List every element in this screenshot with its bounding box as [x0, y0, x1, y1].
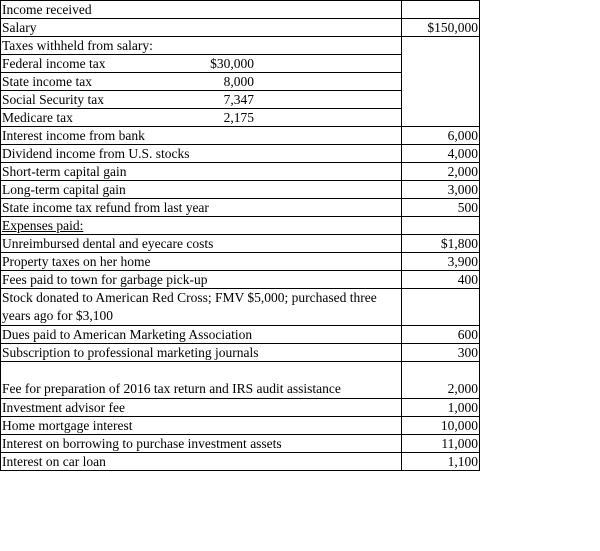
income-item-amount: 4,000	[402, 145, 480, 163]
table-row	[1, 399, 480, 417]
withholding-item-label: Social Security tax	[2, 92, 104, 107]
salary-amount: $150,000	[402, 19, 480, 37]
withholding-item	[1, 73, 402, 91]
amount-cell	[402, 217, 480, 235]
amount-cell	[402, 37, 480, 127]
expense-item-amount: 400	[402, 271, 480, 289]
table-row	[1, 326, 480, 344]
expense-item-label: Investment advisor fee	[1, 399, 402, 417]
withholding-heading: Taxes withheld from salary:	[1, 37, 402, 55]
expense-item-label: Interest on car loan	[1, 453, 402, 471]
income-item-label: Dividend income from U.S. stocks	[1, 145, 402, 163]
income-item-amount: 6,000	[402, 127, 480, 145]
income-item-amount: 2,000	[402, 163, 480, 181]
expense-item-label: Stock donated to American Red Cross; FMV $5,000; purchased three years ago for $3,100	[1, 289, 402, 326]
income-item-amount: 500	[402, 199, 480, 217]
expense-item-label: Dues paid to American Marketing Association	[1, 326, 402, 344]
expense-item-label: Fees paid to town for garbage pick-up	[1, 271, 402, 289]
table-row	[1, 145, 480, 163]
income-heading: Income received	[1, 1, 402, 19]
expense-item-label: Subscription to professional marketing journals	[1, 344, 402, 362]
income-item-label: State income tax refund from last year	[1, 199, 402, 217]
table-row	[1, 199, 480, 217]
income-item-label: Long-term capital gain	[1, 181, 402, 199]
expense-item-amount: 2,000	[402, 362, 480, 399]
income-item-amount: 3,000	[402, 181, 480, 199]
table-row	[1, 235, 480, 253]
expense-item-label: Interest on borrowing to purchase investment assets	[1, 435, 402, 453]
expense-item-amount: 11,000	[402, 435, 480, 453]
withholding-item	[1, 109, 402, 127]
withholding-item-amount: 2,175	[223, 110, 254, 125]
expense-item-amount	[402, 289, 480, 326]
table-row	[1, 253, 480, 271]
expense-item-amount: 1,100	[402, 453, 480, 471]
expense-item-amount: 1,000	[402, 399, 480, 417]
table-row	[1, 362, 480, 399]
withholding-item	[1, 91, 402, 109]
expense-item-label: Fee for preparation of 2016 tax return and IRS audit assistance	[1, 362, 402, 399]
expense-item-amount: 300	[402, 344, 480, 362]
salary-label: Salary	[1, 19, 402, 37]
expense-item-label: Home mortgage interest	[1, 417, 402, 435]
table-row	[1, 453, 480, 471]
withholding-item-amount: $30,000	[210, 56, 254, 71]
table-row	[1, 417, 480, 435]
table-row	[1, 271, 480, 289]
withholding-item	[1, 55, 402, 73]
table-row	[1, 181, 480, 199]
table-row	[1, 163, 480, 181]
withholding-item-label: Medicare tax	[2, 110, 73, 125]
withholding-item-label: Federal income tax	[2, 56, 106, 71]
withholding-item-amount: 7,347	[223, 92, 254, 107]
table-row	[1, 37, 480, 55]
table-row	[1, 344, 480, 362]
expense-item-label: Unreimbursed dental and eyecare costs	[1, 235, 402, 253]
expenses-heading: Expenses paid:	[1, 217, 402, 235]
amount-cell	[402, 1, 480, 19]
income-item-label: Interest income from bank	[1, 127, 402, 145]
table-row	[1, 1, 480, 19]
table-row	[1, 127, 480, 145]
table-row	[1, 217, 480, 235]
expense-item-amount: 3,900	[402, 253, 480, 271]
expense-item-amount: $1,800	[402, 235, 480, 253]
income-item-label: Short-term capital gain	[1, 163, 402, 181]
withholding-item-label: State income tax	[2, 74, 92, 89]
table-row	[1, 435, 480, 453]
table-row	[1, 19, 480, 37]
expense-item-amount: 10,000	[402, 417, 480, 435]
table-row	[1, 289, 480, 326]
expense-item-amount: 600	[402, 326, 480, 344]
withholding-item-amount: 8,000	[223, 74, 254, 89]
expense-item-label: Property taxes on her home	[1, 253, 402, 271]
